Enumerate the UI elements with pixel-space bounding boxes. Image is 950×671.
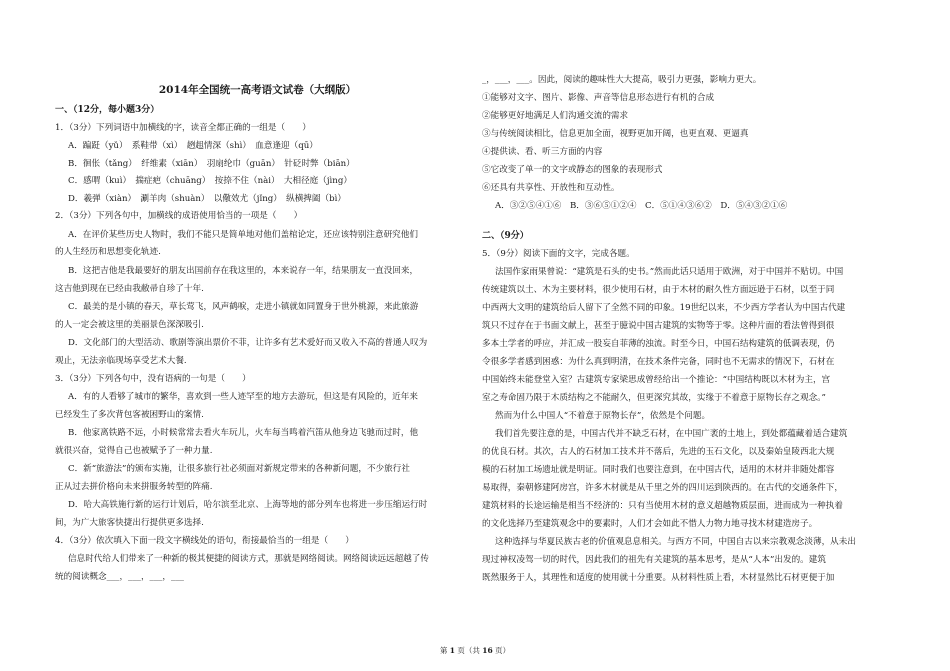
footer-total-pages: 16 xyxy=(482,646,493,655)
page-title: 2014年全国统一高考语文试卷（大纲版） xyxy=(158,84,357,96)
passage-text: 统的阅读概念___，___，___，___ xyxy=(55,572,184,582)
passage-text: 传统建筑以土、木为主要材料，很少使用石材，由于木材的耐久性方面远逊于石材，以至于同 xyxy=(482,285,835,295)
question-2-stem: 2．（3分）下列各句中，加横线的成语使用恰当的一项是（ ） xyxy=(55,211,303,221)
question-3-stem: 3．（3分）下列各句中，没有语病的一句是（ ） xyxy=(55,374,251,384)
option-text: 间，为广大旅客快捷出行提供更多选择. xyxy=(55,518,204,528)
passage-text: 既然服务于人，其理性和适度的使用就十分重要。从材料性质上看，木材显然比石材更便于加 xyxy=(482,573,835,583)
choice-item: ④提供读、看、听三方面的内容 xyxy=(482,147,603,157)
question-1-stem: 1．（3分）下列词语中加横线的字，读音全都正确的一组是（ ） xyxy=(55,123,311,133)
footer-suffix: 页） xyxy=(495,646,511,655)
option-text: 的人生经历和思想变化轨迹. xyxy=(55,247,161,257)
question-5-stem: 5．（9分）阅读下面的文字，完成各题。 xyxy=(482,249,635,259)
option-text: D．羲弹（xiàn） 涮羊肉（shuàn） 以儆效尤（jǐng） 纵横捭阖（bì） xyxy=(68,194,346,204)
option-text: 就很兴奋，觉得自己也被赋予了一种力量. xyxy=(55,446,213,456)
passage-text: 我们首先要注意的是，中国古代并不缺乏石材，在中国广袤的土地上，到处都蕴藏着适合建筑 xyxy=(495,429,848,439)
option-text: A．有的人看够了城市的繁华，喜欢到一些人迹罕至的地方去游玩，但这是有风险的，近年来 xyxy=(68,392,418,402)
answer-options: A．③②⑤④①⑥ B．③⑥⑤①②④ C．⑤①④③⑥② D．⑤④③②①⑥ xyxy=(495,201,788,211)
choice-item: ①能够对文字、图片、影像、声音等信息形态进行有机的合成 xyxy=(482,93,715,103)
passage-text: 法国作家雨果曾说：“建筑是石头的史书。”然而此话只适用于欧洲，对于中国并不贴切。中国 xyxy=(495,267,844,277)
passage-text: 的优良石材。其次，古人的石材加工技术并不落后，先进的玉石文化，以及秦始皇陵西北大规 xyxy=(482,447,835,457)
option-text: 已经发生了多次背包客被困野山的案情. xyxy=(55,410,204,420)
choice-item: ⑤它改变了单一的文字或静态的图象的表现形式 xyxy=(482,165,663,175)
passage-text: 这种选择与华夏民族古老的价值观息息相关。与西方不同，中国自古以来宗教观念淡薄，从未出 xyxy=(495,537,856,547)
option-text: B．他家离铁路不远，小时候常常去看火车玩儿，火车每当鸣着汽笛从他身边飞驰而过时，他 xyxy=(68,428,419,438)
option-text: 观止，无法亲临现场享受艺术大餐. xyxy=(55,356,187,366)
choice-item: ⑥还具有共享性、开放性和互动性。 xyxy=(482,183,620,193)
passage-text: 信息时代给人们带来了一种新的极其便捷的阅读方式，那就是网络阅读。网络阅读远远超越了传 xyxy=(68,554,429,564)
footer-prefix: 第 xyxy=(439,646,448,655)
passage-text: 现过神权凌驾一切的时代，因此我们的祖先有关建筑的基本思考，是从“人本”出发的。建筑 xyxy=(482,555,826,565)
passage-text: 筑只不过存在于书面文献上，甚至于臆说中国古建筑的实物等于零。这种片面的看法曾得到很 xyxy=(482,321,835,331)
passage-text: _，___，___。因此，阅读的趣味性大大提高，吸引力更强，影响力更大。 xyxy=(482,75,762,85)
choice-item: ③与传统阅读相比，信息更加全面，视野更加开阔，也更直观、更逼真 xyxy=(482,129,749,139)
passage-text: 然而为什么中国人“不着意于原物长存”，依然是个问题。 xyxy=(495,411,711,421)
option-text: C．新“旅游法”的颁布实施，让很多旅行社必须面对新规定带来的各种新问题，不少旅行社 xyxy=(68,464,410,474)
page-footer xyxy=(0,645,950,656)
option-text: B．徊伥（tǎng） 纤维素（xiān） 羽扇纶巾（guān） 针砭时弊（biān） xyxy=(68,159,355,169)
option-text: C．最美的是小镇的春天，草长莺飞，风声鹤唳，走进小镇就如同置身于世外桃源，来此旅游 xyxy=(68,302,419,312)
passage-text: 室之寿命固乃限于木质结构之不能耐久，但更深究其故，实缘于不着意于原物长存之观念。” xyxy=(482,393,826,403)
option-text: 这吉他到现在已经由我敝帚自珍了十年. xyxy=(55,284,204,294)
section-heading: 一、（12分，每小题3分） xyxy=(55,105,160,115)
section-heading: 二、（9分） xyxy=(482,231,529,241)
option-text: B．这把吉他是我最要好的朋友出国前存在我这里的，本来说存一年，结果朋友一直没回来， xyxy=(68,266,419,276)
passage-text: 易取得，秦朝修建阿房宫，许多木材就是从千里之外的四川运到陕西的。在古代的交通条件下， xyxy=(482,483,843,493)
question-4-stem: 4．（3分）依次填入下面一段文字横线处的语句，衔接最恰当的一组是（ ） xyxy=(55,536,354,546)
passage-text: 建筑材料的长途运输是相当不经济的：只有当使用木材的意义超越物质层面，进而成为一种执着 xyxy=(482,501,843,511)
option-text: 的人一定会被这里的美丽景色深深吸引. xyxy=(55,320,204,330)
option-text: A．蹁跹（yǔ） 系鞋带（xì） 趔趄情深（shì） 血意逢迎（qū） xyxy=(68,141,318,151)
footer-middle: 页（共 xyxy=(457,646,480,655)
option-text: D．文化部门的大型活动、歌剧等演出票价不菲，让许多有艺术爱好而又收入不高的普通人叹为 xyxy=(68,338,428,348)
option-text: C．感喟（kuì） 揣症疤（chuāng） 按捺不住（nài） 大相径庭（jìng） xyxy=(68,176,352,186)
choice-item: ②能够更好地满足人们沟通交流的需求 xyxy=(482,111,629,121)
footer-page-number: 1 xyxy=(449,646,455,655)
option-text: D．哈大高铁施行新的运行计划后，哈尔滨至北京、上海等地的部分列车也将进一步压缩运行时 xyxy=(68,500,428,510)
passage-text: 多本土学者的呼应，并汇成一股妄自菲薄的浊流。时至今日，中国石结构建筑的低调表现，仍 xyxy=(482,339,835,349)
option-text: 正从过去拼价格向未来拼服务转型的阵痛. xyxy=(55,482,213,492)
passage-text: 令很多学者感到困惑：为什么真到明清，在技术条件完备，同时也不无需求的情况下，石材在 xyxy=(482,357,835,367)
passage-text: 中国始终未能登堂入室？古建筑专家梁思成曾经给出一个推论：“中国结构既以木材为主，宫 xyxy=(482,375,831,385)
option-text: A．在评价某些历史人物时，我们不能只是简单地对他们盖棺论定，还应该特别注意研究他们 xyxy=(68,230,418,240)
passage-text: 模的石材加工场遗址就是明证。同时我们也要注意到，在中国古代，适用的木材并非随处都容 xyxy=(482,465,835,475)
passage-text: 中西两大文明的建筑给后人留下了全然不同的印象。19世纪以来，不少西方学者认为中国古代建 xyxy=(482,303,846,313)
passage-text: 的文化选择乃至建筑观念中的要素时，人们才会如此不惜人力物力地寻找木材建造房子。 xyxy=(482,519,818,529)
